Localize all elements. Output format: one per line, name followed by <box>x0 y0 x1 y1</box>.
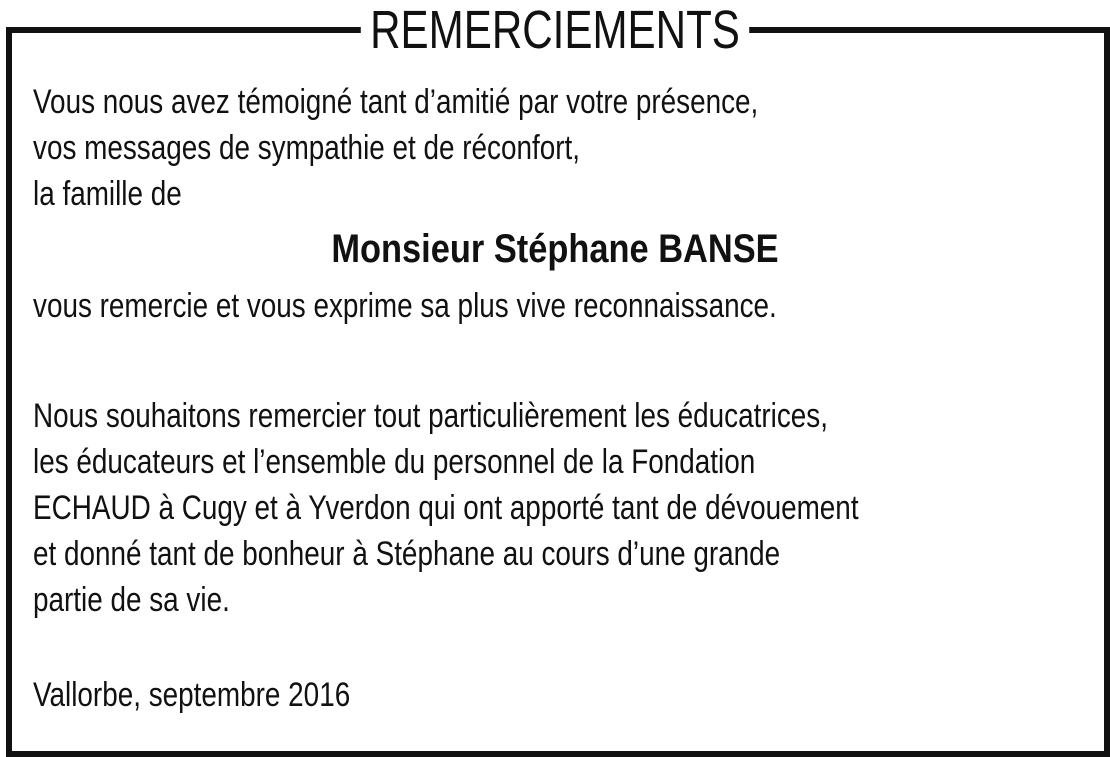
place-date: Vallorbe, septembre 2016 <box>33 676 351 714</box>
intro-line: vos messages de sympathie et de réconfort, <box>33 129 581 167</box>
special-thanks-line: partie de sa vie. <box>33 581 230 619</box>
special-thanks-line: Nous souhaitons remercier tout particulièrement les éducatrices, <box>33 397 828 435</box>
intro-line: Vous nous avez témoigné tant d’amitié par votre présence, <box>33 83 759 121</box>
deceased-name: Monsieur Stéphane BANSE <box>331 227 779 271</box>
intro-line: la famille de <box>33 175 182 213</box>
notice-heading-wrapper <box>0 0 1110 60</box>
thanks-line: vous remercie et vous exprime sa plus vive reconnaissance. <box>33 287 777 325</box>
intro-paragraph <box>33 79 758 217</box>
special-thanks-line: les éducateurs et l’ensemble du personnel de la Fondation <box>33 443 756 481</box>
special-thanks-line: ECHAUD à Cugy et à Yverdon qui ont apporté tant de dévouement <box>33 489 859 527</box>
notice-heading: REMERCIEMENTS <box>361 0 749 60</box>
special-thanks-line: et donné tant de bonheur à Stéphane au cours d’une grande <box>33 535 781 573</box>
special-thanks-paragraph <box>33 393 859 623</box>
